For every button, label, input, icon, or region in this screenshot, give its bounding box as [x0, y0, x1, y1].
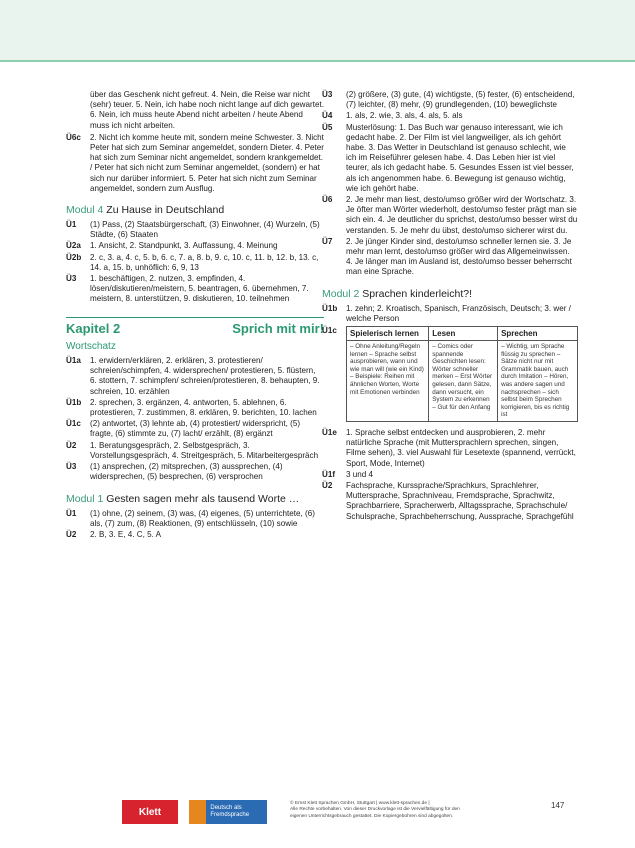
- exercise-label: Ü1e: [322, 428, 337, 437]
- exercise-label: Ü7: [322, 236, 333, 246]
- copyright-notice: [290, 801, 550, 820]
- table-header: Spielerisch lernen: [347, 327, 429, 341]
- dfl-logo-square: [189, 800, 206, 824]
- answer-text: (2) größere, (3) gute, (4) wichtigste, (5) fester, (6) entscheidend, (7) leichter, (8) mehr, (9) grundlegenden, (10) beweglichste: [346, 90, 575, 110]
- exercise-label: Ü6c: [66, 132, 81, 142]
- answer-text: Fachsprache, Kurssprache/Sprachkurs, Sprachlehrer, Muttersprache, Sprachniveau, Fremdsprache, Sprachwitz, Sprachbarriere, Spracherwerb, Alltagssprache, Sprachschule/ Schulsprache, Sprachbeherrschung, Aussprache, Sprachgefühl: [346, 481, 574, 521]
- module-title: Zu Hause in Deutschland: [106, 204, 225, 217]
- chapter-number: Kapitel 2: [66, 320, 121, 336]
- left-column: [66, 90, 324, 541]
- answer-entry: [322, 326, 578, 422]
- answer-entry: [66, 274, 324, 305]
- answer-entry: [66, 253, 324, 273]
- table-cell: – Ohne Anleitung/Regeln lernen – Sprache selbst ausprobieren, wann und wie man will (wie ein Kind) – Beispiele: Reihen mit ähnlichen Worten, Worte mit Emotionen verbinden: [347, 341, 429, 422]
- exercise-label: Ü1b: [322, 303, 338, 313]
- module-title: Sprachen kinderleicht?!: [362, 287, 473, 300]
- table-cell: – Comics oder spannende Geschichten lesen: Wörter schneller merken – Erst Wörter gelesen, dann Sätze, dann versucht, ein System zu erkennen – Gut für den Anfang: [429, 341, 498, 422]
- answer-entry: [322, 237, 578, 278]
- page-header-band: [0, 0, 635, 62]
- answer-entry: [66, 530, 324, 540]
- answer-entry: [322, 470, 578, 480]
- answer-entry: [66, 441, 324, 461]
- answer-text: 1. als, 2. wie, 3. als, 4. als, 5. als: [346, 111, 463, 121]
- module-heading: [66, 493, 324, 506]
- answer-text: (1) Pass, (2) Staatsbürgerschaft, (3) Einwohner, (4) Wurzeln, (5) Städte, (6) Staaten: [90, 220, 320, 240]
- answer-text: 2. Je jünger Kinder sind, desto/umso schneller lernen sie. 3. Je mehr man lernt, desto/umso größer wird das Allgemeinwissen. 4. Je länger man im Ausland ist, desto/umso besser beherrscht man eine Sprache.: [346, 236, 572, 277]
- answer-entry: [66, 398, 324, 418]
- table-header: Lesen: [429, 327, 498, 341]
- module-title: Gesten sagen mehr als tausend Worte …: [106, 492, 300, 505]
- answer-text: 1. erwidern/erklären, 2. erklären, 3. protestieren/ schreien/schimpfen, 4. widersprechen/ protestieren, 5. flüstern, 6. stottern, 7. schimpfen/ schreien/protestieren, 8. behaupten, 9. schreien, 10. erzählen: [90, 356, 320, 396]
- section-heading: Wortschatz: [66, 340, 116, 352]
- answer-entry: [322, 481, 578, 522]
- answer-table: [346, 326, 578, 422]
- answer-entry: [322, 428, 578, 469]
- exercise-label: Ü2: [66, 440, 77, 450]
- answer-text: (2) antwortet, (3) lehnte ab, (4) protestiert/ widerspricht, (5) fragte, (6) stimmte zu, (7) lacht/ erzählt, (8) ergänzt: [90, 419, 301, 439]
- answer-text: (1) ansprechen, (2) mitsprechen, (3) aussprechen, (4) widersprechen, (5) besprechen, (6) versprochen: [90, 462, 283, 482]
- answer-text: 2. B, 3. E, 4. C, 5. A: [90, 529, 162, 539]
- exercise-label: Ü2: [66, 529, 77, 539]
- module-number: Modul 4: [66, 204, 104, 217]
- answer-text: 1. zehn; 2. Kroatisch, Spanisch, Französisch, Deutsch; 3. wer / welche Person: [346, 303, 571, 323]
- exercise-label: Ü1c: [322, 326, 337, 336]
- answer-entry: [66, 220, 324, 240]
- exercise-label: Ü3: [322, 90, 333, 99]
- answer-text: 1. Beratungsgespräch, 2. Selbstgespräch, 3. Vorstellungsgespräch, 4. Streitgespräch, 5. Mitarbeitergespräch: [90, 440, 319, 460]
- table-header: Sprechen: [498, 327, 578, 341]
- klett-logo-text: Klett: [138, 806, 162, 818]
- module-heading: [66, 204, 324, 217]
- copyright-line: © Ernst Klett Sprachen GmbH, Stuttgart | www.klett-sprachen.de |: [290, 801, 430, 806]
- exercise-label: Ü2: [322, 481, 333, 491]
- module-number: Modul 2: [322, 287, 360, 300]
- answer-text: 2. Je mehr man liest, desto/umso größer wird der Wortschatz. 3. Je öfter man Wörter wiederholt, desto/umso fester prägt man sie sich ein. 4. Je deutlicher du sprichst, desto/umso besser wirst du verstanden. 5. Je mehr du übst, desto/umso sicherer wirst du.: [346, 195, 578, 235]
- answer-text: (1) ohne, (2) seinem, (3) was, (4) eigenes, (5) unterrichtete, (6) als, (7) zum, (8) Reaktionen, (9) entschlüsseln, (10) sowie: [90, 508, 315, 528]
- answer-entry: [322, 123, 578, 194]
- exercise-label: Ü1f: [322, 469, 336, 479]
- answer-entry: [66, 241, 324, 251]
- answer-text: 1. Sprache selbst entdecken und ausprobieren, 2. mehr natürliche Sprache (mit Muttersprachlern sprechen, singen, Filme sehen), 3. viel Auswahl für Lesetexte (spannend, verrückt, Sport, Mode, Internet): [346, 428, 576, 468]
- exercise-label: Ü1b: [66, 397, 82, 407]
- answer-text: 2. sprechen, 3. ergänzen, 4. antworten, 5. ablehnen, 6. protestieren, 7. zustimmen, 8. erklären, 9. berichten, 10. lachen: [90, 397, 317, 418]
- table-header-row: [347, 327, 578, 341]
- table-cell: – Wichtig, um Sprache flüssig zu sprechen – Sätze nicht nur mit Grammatik bauen, auch durch Imitation – Hören, was andere sagen und nachsprechen – sich selbst beim Sprechen korrigieren, bis es richtig ist: [498, 341, 578, 422]
- answer-entry: [66, 509, 324, 529]
- answer-entry: [322, 111, 578, 121]
- answer-entry: [66, 419, 324, 439]
- exercise-label: Ü1c: [66, 419, 81, 429]
- copyright-line: Alle Rechte vorbehalten. Von dieser Druckvorlage ist die Vervielfältigung für den: [290, 807, 460, 813]
- chapter-heading: [66, 317, 324, 334]
- answer-entry: [66, 356, 324, 397]
- exercise-label: Ü6: [322, 195, 333, 205]
- table-row: [347, 341, 578, 422]
- dfl-logo-text: Deutsch als Fremdsprache: [210, 805, 250, 818]
- chapter-title: Sprich mit mir!: [232, 320, 324, 336]
- copyright-line: eigenen Unterrichtsgebrauch gestattet. Die Kopiergebühren sind abgegolten.: [290, 813, 454, 819]
- continued-answer: über das Geschenk nicht gefreut. 4. Nein, die Reise war nicht (sehr) teuer. 5. Nein, ich habe noch nicht lange auf dich gewartet. 6. Nein, ich muss heute Abend nicht arbeiten / heute Abend muss ich nicht arbeiten.: [90, 90, 324, 130]
- answer-entry: [66, 133, 324, 194]
- exercise-label: Ü3: [66, 274, 77, 284]
- answer-text: 2. Nicht ich komme heute mit, sondern meine Schwester. 3. Nicht Peter hat sich zum Seminar angemeldet, sondern Dieter. 4. Peter hat sich zum Seminar nicht angemeldet, sondern krankgemeldet. / Peter hat sich nicht zum Seminar angemeldet, (sondern) er hat sich nur darüber informiert. 5. Peter hat sich nicht zum Seminar angemeldet, sondern zum Ausflug.: [90, 132, 324, 193]
- right-column: [322, 90, 578, 523]
- exercise-label: Ü2a: [66, 241, 81, 251]
- exercise-label: Ü5: [322, 122, 333, 132]
- answer-text: 3 und 4: [346, 469, 374, 479]
- answer-text: 2. c, 3. a, 4. c, 5. b, 6. c, 7. a, 8. b, 9. c, 10. c, 11. b, 12. b, 13. c, 14. a, 15. b, unhöflich: 6, 9, 13: [90, 252, 319, 272]
- answer-entry: [322, 304, 578, 324]
- answer-entry: [322, 90, 578, 110]
- answer-entry: [322, 195, 578, 236]
- exercise-label: Ü4: [322, 111, 333, 121]
- answer-entry: [66, 462, 324, 482]
- answer-text: 1. Ansicht, 2. Standpunkt, 3. Auffassung, 4. Meinung: [90, 241, 278, 251]
- answer-text: 1. beschäftigen, 2. nutzen, 3. empfinden, 4. lösen/diskutieren/meistern, 5. beantragen, 6. übernehmen, 7. meistern, 8. unterstützen, 9. diskutieren, 10. teilnehmen: [90, 274, 309, 304]
- exercise-label: Ü1: [66, 508, 77, 518]
- page-number: 147: [551, 801, 565, 810]
- answer-text: Musterlösung: 1. Das Buch war genauso interessant, wie ich gedacht habe. 2. Der Film ist viel langweiliger, als ich gehört habe. 3. Das Wetter in Deutschland ist genauso schlecht, wie ich im Reiseführer gelesen habe. 4. Das Leben hier ist viel teurer, als ich gedacht habe. 5. Gesundes Essen ist viel besser, als ich angenommen habe. 6. Bewegung ist genauso wichtig, wie ich gehört habe.: [346, 122, 574, 193]
- klett-logo: [122, 800, 178, 824]
- exercise-label: Ü2b: [66, 252, 82, 262]
- module-heading: [322, 288, 578, 301]
- exercise-label: Ü1: [66, 220, 77, 230]
- exercise-label: Ü1a: [66, 356, 81, 366]
- module-number: Modul 1: [66, 492, 104, 505]
- dfl-logo: [189, 800, 267, 824]
- exercise-label: Ü3: [66, 462, 77, 472]
